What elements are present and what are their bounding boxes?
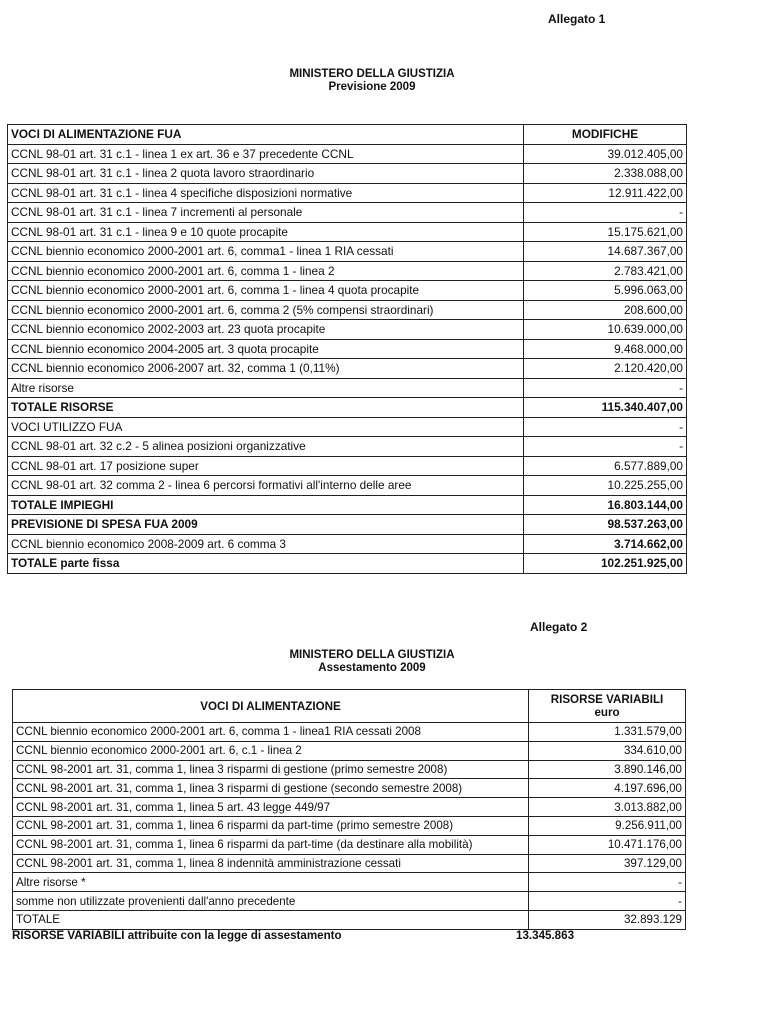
table-header-row: [13, 690, 686, 723]
row-value: 115.340.407,00: [524, 398, 687, 418]
allegato2-title-ministry: MINISTERO DELLA GIUSTIZIA: [289, 649, 455, 661]
row-label: VOCI UTILIZZO FUA: [8, 417, 524, 437]
table-row: [8, 534, 687, 554]
row-label: CCNL 98-2001 art. 31, comma 1, linea 3 risparmi di gestione (primo semestre 2008): [13, 760, 529, 779]
table-row: [8, 144, 687, 164]
row-label: CCNL 98-01 art. 32 c.2 - 5 alinea posizioni organizzative: [8, 437, 524, 457]
table-row: [8, 359, 687, 379]
row-label: CCNL biennio economico 2002-2003 art. 23 quota procapite: [8, 320, 524, 340]
table-row: [8, 456, 687, 476]
row-label: TOTALE parte fissa: [8, 554, 524, 574]
row-label: CCNL biennio economico 2000-2001 art. 6, comma 2 (5% compensi straordinari): [8, 300, 524, 320]
allegato1-title-subtitle: Previsione 2009: [328, 81, 416, 93]
table-row: [8, 554, 687, 574]
table-row: [13, 723, 686, 742]
row-value: 9.256.911,00: [529, 816, 686, 835]
row-label: CCNL 98-01 art. 31 c.1 - linea 4 specifiche disposizioni normative: [8, 183, 524, 203]
row-value: 16.803.144,00: [524, 495, 687, 515]
row-value: 2.120.420,00: [524, 359, 687, 379]
row-value: -: [524, 437, 687, 457]
table-row: [8, 495, 687, 515]
allegato1-title: [222, 68, 522, 94]
row-label: CCNL 98-2001 art. 31, comma 1, linea 3 risparmi di gestione (secondo semestre 2008): [13, 779, 529, 798]
row-label: CCNL biennio economico 2000-2001 art. 6, c.1 - linea 2: [13, 741, 529, 760]
row-label: CCNL biennio economico 2006-2007 art. 32, comma 1 (0,11%): [8, 359, 524, 379]
row-value: 10.225.255,00: [524, 476, 687, 496]
row-value: 397.129,00: [529, 854, 686, 873]
row-label: CCNL biennio economico 2000-2001 art. 6, comma1 - linea 1 RIA cessati: [8, 242, 524, 262]
row-label: CCNL biennio economico 2004-2005 art. 3 quota procapite: [8, 339, 524, 359]
table-row: [8, 203, 687, 223]
row-label: TOTALE: [13, 910, 529, 929]
table-header-row: [8, 125, 687, 145]
table-row: [13, 779, 686, 798]
allegato2-title: [222, 649, 522, 675]
table-row: [8, 476, 687, 496]
row-label: Altre risorse: [8, 378, 524, 398]
table-row: [13, 835, 686, 854]
row-value: 32.893.129: [529, 910, 686, 929]
table-row: [13, 798, 686, 817]
row-value: 334.610,00: [529, 741, 686, 760]
allegato2-label: Allegato 2: [530, 620, 588, 634]
row-label: TOTALE RISORSE: [8, 398, 524, 418]
table-row: [13, 892, 686, 911]
row-value: -: [524, 417, 687, 437]
table-row: [8, 281, 687, 301]
allegato1-table: [7, 124, 687, 574]
row-value: -: [524, 203, 687, 223]
row-value: 6.577.889,00: [524, 456, 687, 476]
row-value: -: [524, 378, 687, 398]
header-risorse-line1: RISORSE VARIABILI: [550, 693, 664, 706]
table-row: [8, 378, 687, 398]
header-voci: VOCI DI ALIMENTAZIONE FUA: [8, 125, 524, 145]
row-value: 10.471.176,00: [529, 835, 686, 854]
row-label: PREVISIONE DI SPESA FUA 2009: [8, 515, 524, 535]
table-row: [8, 242, 687, 262]
row-value: 39.012.405,00: [524, 144, 687, 164]
row-value: 9.468.000,00: [524, 339, 687, 359]
row-label: CCNL biennio economico 2000-2001 art. 6, comma 1 - linea 4 quota procapite: [8, 281, 524, 301]
footer-label: RISORSE VARIABILI attribuite con la legge di assestamento: [12, 929, 342, 942]
header-risorse: [529, 690, 686, 723]
row-value: 208.600,00: [524, 300, 687, 320]
row-label: TOTALE IMPIEGHI: [8, 495, 524, 515]
allegato2-title-subtitle: Assestamento 2009: [318, 662, 426, 674]
row-label: CCNL biennio economico 2000-2001 art. 6, comma 1 - linea 2: [8, 261, 524, 281]
table-row: [8, 398, 687, 418]
table-row: [8, 417, 687, 437]
row-value: 102.251.925,00: [524, 554, 687, 574]
table-row: [8, 515, 687, 535]
row-label: CCNL biennio economico 2000-2001 art. 6, comma 1 - linea1 RIA cessati 2008: [13, 723, 529, 742]
table-row: [13, 816, 686, 835]
row-label: CCNL 98-2001 art. 31, comma 1, linea 5 art. 43 legge 449/97: [13, 798, 529, 817]
table-row: [8, 300, 687, 320]
row-label: CCNL 98-2001 art. 31, comma 1, linea 6 risparmi da part-time (da destinare alla mobilità): [13, 835, 529, 854]
header-risorse-line2: euro: [594, 706, 620, 719]
row-value: 3.013.882,00: [529, 798, 686, 817]
allegato1-title-ministry: MINISTERO DELLA GIUSTIZIA: [289, 68, 455, 80]
row-label: CCNL 98-01 art. 31 c.1 - linea 7 incrementi al personale: [8, 203, 524, 223]
table-row: [13, 854, 686, 873]
table-row: [13, 760, 686, 779]
row-label: CCNL 98-2001 art. 31, comma 1, linea 8 indennità amministrazione cessati: [13, 854, 529, 873]
row-label: CCNL biennio economico 2008-2009 art. 6 comma 3: [8, 534, 524, 554]
row-label: somme non utilizzate provenienti dall'anno precedente: [13, 892, 529, 911]
row-label: CCNL 98-01 art. 31 c.1 - linea 1 ex art. 36 e 37 precedente CCNL: [8, 144, 524, 164]
table-row: [8, 437, 687, 457]
row-value: 15.175.621,00: [524, 222, 687, 242]
table-row: [8, 339, 687, 359]
row-value: 98.537.263,00: [524, 515, 687, 535]
table-row: [13, 873, 686, 892]
table-row: [8, 222, 687, 242]
table-row: [8, 320, 687, 340]
row-label: CCNL 98-01 art. 17 posizione super: [8, 456, 524, 476]
row-value: 5.996.063,00: [524, 281, 687, 301]
table-row: [8, 164, 687, 184]
row-value: 4.197.696,00: [529, 779, 686, 798]
row-value: 10.639.000,00: [524, 320, 687, 340]
row-label: Altre risorse *: [13, 873, 529, 892]
table-row: [8, 183, 687, 203]
row-label: CCNL 98-01 art. 32 comma 2 - linea 6 percorsi formativi all'interno delle aree: [8, 476, 524, 496]
row-value: -: [529, 892, 686, 911]
header-modifiche: MODIFICHE: [524, 125, 687, 145]
row-value: 14.687.367,00: [524, 242, 687, 262]
footer-value: 13.345.863: [516, 929, 575, 942]
row-value: -: [529, 873, 686, 892]
table-row: [13, 741, 686, 760]
allegato2-table: [12, 689, 686, 930]
row-label: CCNL 98-2001 art. 31, comma 1, linea 6 risparmi da part-time (primo semestre 2008): [13, 816, 529, 835]
row-label: CCNL 98-01 art. 31 c.1 - linea 2 quota lavoro straordinario: [8, 164, 524, 184]
header-voci: VOCI DI ALIMENTAZIONE: [13, 690, 529, 723]
row-value: 2.338.088,00: [524, 164, 687, 184]
row-value: 3.714.662,00: [524, 534, 687, 554]
row-value: 3.890.146,00: [529, 760, 686, 779]
row-value: 1.331.579,00: [529, 723, 686, 742]
row-value: 2.783.421,00: [524, 261, 687, 281]
table-row: [13, 910, 686, 929]
table-row: [8, 261, 687, 281]
row-value: 12.911.422,00: [524, 183, 687, 203]
allegato1-label: Allegato 1: [548, 12, 606, 26]
row-label: CCNL 98-01 art. 31 c.1 - linea 9 e 10 quote procapite: [8, 222, 524, 242]
